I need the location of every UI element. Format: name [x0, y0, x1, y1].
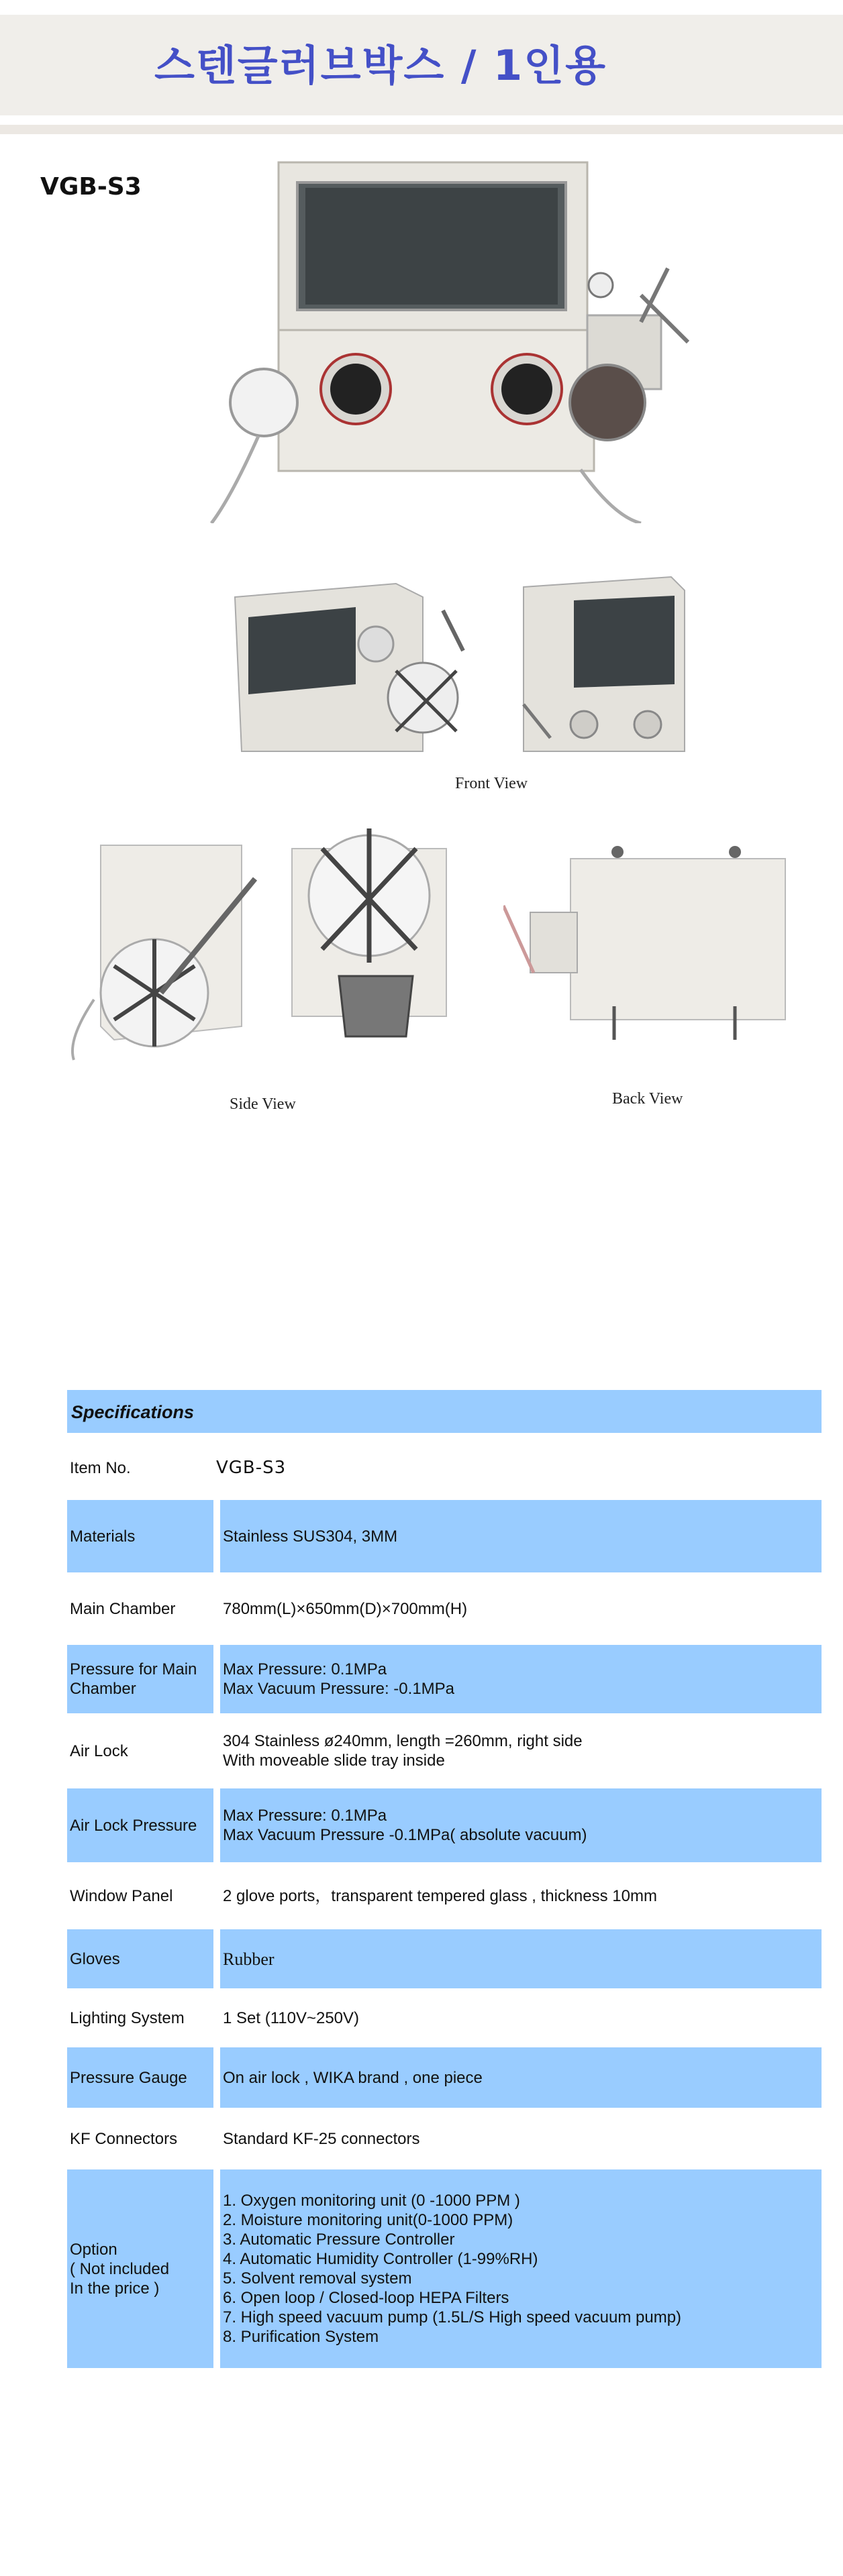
- back-view-photo: [503, 839, 792, 1053]
- spec-row-options: [67, 2169, 822, 2368]
- spec-label: Air Lock: [70, 1741, 128, 1760]
- spec-row-air-lock: [67, 1713, 822, 1788]
- spec-value: Max Pressure: 0.1MPa Max Vacuum Pressure: -0.1MPa: [220, 1645, 822, 1713]
- spec-value: Max Pressure: 0.1MPa Max Vacuum Pressure -0.1MPa( absolute vacuum): [220, 1788, 822, 1862]
- front-view-photo-left: [221, 570, 477, 765]
- spec-label: Pressure Gauge: [67, 2047, 213, 2108]
- spec-row-pressure-gauge: [67, 2047, 822, 2108]
- spec-label: Main Chamber: [70, 1599, 176, 1618]
- spec-row-kf-connectors: [67, 2108, 822, 2169]
- side-view-caption: Side View: [230, 1095, 296, 1113]
- spec-label: Lighting System: [70, 2008, 185, 2027]
- side-view-photo-left: [54, 825, 262, 1067]
- spec-row-materials: [67, 1500, 822, 1572]
- side-view-photo-middle: [279, 822, 463, 1050]
- spec-label: Pressure for Main Chamber: [67, 1645, 213, 1713]
- spec-row-window-panel: [67, 1862, 822, 1929]
- spec-value: 1 Set (110V~250V): [223, 2008, 360, 2027]
- spec-value: 2 glove ports，transparent tempered glass , thickness 10mm: [223, 1886, 657, 1905]
- spec-value: Rubber: [220, 1929, 822, 1988]
- front-view-photo-right: [510, 570, 705, 765]
- spec-label: Item No.: [70, 1458, 131, 1477]
- front-view-caption: Front View: [455, 775, 528, 792]
- spec-value: 304 Stainless ø240mm, length =260mm, right side With moveable slide tray inside: [223, 1732, 583, 1770]
- spec-value: 780mm(L)×650mm(D)×700mm(H): [223, 1599, 468, 1618]
- spec-row-gloves: [67, 1929, 822, 1988]
- spec-label: KF Connectors: [70, 2129, 178, 2148]
- model-number: VGB-S3: [40, 173, 142, 201]
- spec-row-pressure-main-chamber: [67, 1645, 822, 1713]
- spec-value: On air lock , WIKA brand , one piece: [220, 2047, 822, 2108]
- spec-row-air-lock-pressure: [67, 1788, 822, 1862]
- spec-label: Materials: [67, 1500, 213, 1572]
- spec-value: VGB-S3: [216, 1457, 287, 1478]
- spec-row-item-no: [67, 1436, 822, 1500]
- spec-row-lighting-system: [67, 1988, 822, 2047]
- specifications-title: Specifications: [71, 1402, 195, 1422]
- spec-row-main-chamber: [67, 1572, 822, 1645]
- spec-label: Option ( Not included In the price ): [67, 2169, 213, 2368]
- back-view-caption: Back View: [612, 1090, 683, 1108]
- main-product-photo: [171, 121, 708, 523]
- specifications-heading: [67, 1390, 822, 1433]
- spec-value: Stainless SUS304, 3MM: [220, 1500, 822, 1572]
- spec-value: 1. Oxygen monitoring unit (0 -1000 PPM ) 2. Moisture monitoring unit(0-1000 PPM) 3. Automatic Pressure Controller 4. Automatic Humidity Controller (1-99%RH) 5. Solvent removal system 6. Open loop / Closed-loop HEPA Filters 7. High speed vacuum pump (1.5L/S High speed vacuum pump) 8. Purification System: [220, 2169, 822, 2368]
- page-title: 스텐글러브박스 / 1인용: [154, 41, 607, 90]
- spec-label: Gloves: [67, 1929, 213, 1988]
- spec-value: Standard KF-25 connectors: [223, 2129, 420, 2148]
- spec-label: Air Lock Pressure: [67, 1788, 213, 1862]
- spec-label: Window Panel: [70, 1886, 173, 1905]
